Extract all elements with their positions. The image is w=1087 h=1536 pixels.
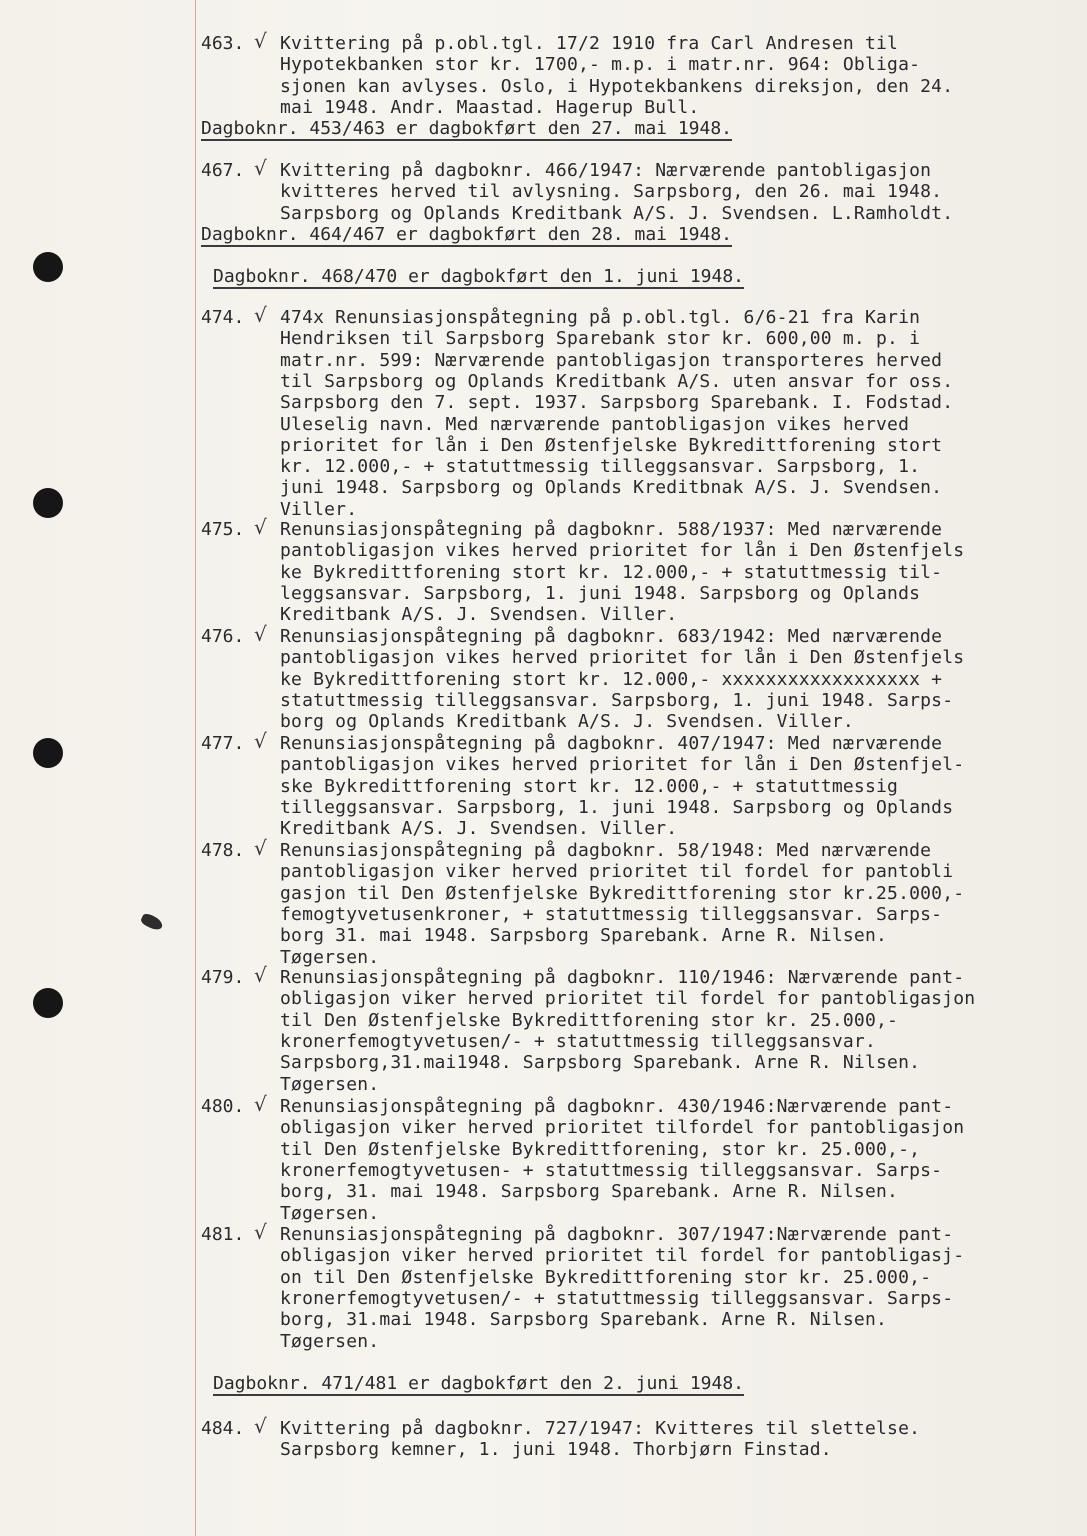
entry-text-line: mai 1948. Andr. Maastad. Hagerup Bull. bbox=[280, 96, 700, 118]
check-mark-icon: √ bbox=[254, 963, 267, 987]
entry-text-line: tilleggsansvar. Sarpsborg, 1. juni 1948. Sarpsborg og Oplands bbox=[280, 796, 954, 818]
entry-title-line: 474x Renunsiasjonspåtegning på p.obl.tgl. 6/6-21 fra Karin bbox=[280, 307, 921, 328]
check-mark-icon: √ bbox=[254, 1414, 267, 1438]
entry-title-line: Renunsiasjonspåtegning på dagboknr. 58/1948: Med nærværende bbox=[280, 840, 932, 861]
entry-title-line: Renunsiasjonspåtegning på dagboknr. 407/1947: Med nærværende bbox=[280, 733, 943, 754]
punch-hole bbox=[33, 488, 63, 518]
entry-text-line: obligasjon viker herved prioritet tilfordel for pantobligasjon bbox=[280, 1117, 965, 1139]
entry-number: 477. bbox=[201, 733, 245, 754]
entry-text-line: juni 1948. Sarpsborg og Oplands Kreditbnak A/S. J. Svendsen. bbox=[280, 477, 943, 499]
entry-title-line: Renunsiasjonspåtegning på dagboknr. 110/1946: Nærværende pant- bbox=[280, 967, 965, 988]
entry-title-line: Kvittering på dagboknr. 466/1947: Nærværende pantobligasjon bbox=[280, 160, 932, 181]
entry-text-line: Tøgersen. bbox=[280, 1330, 380, 1352]
entry-text-line: Sarpsborg,31.mai1948. Sarpsborg Sparebank. Arne R. Nilsen. bbox=[280, 1052, 921, 1074]
entry-text-line: pantobligasjon viker herved prioritet til fordel for pantobli bbox=[280, 861, 954, 883]
entry-number: 463. bbox=[201, 33, 245, 54]
check-mark-icon: √ bbox=[254, 1220, 267, 1244]
punch-hole bbox=[33, 252, 63, 282]
dagbok-summary-line: Dagboknr. 468/470 er dagbokført den 1. juni 1948. bbox=[213, 266, 745, 287]
entry-text-line: Kreditbank A/S. J. Svendsen. Viller. bbox=[280, 604, 678, 626]
check-mark-icon: √ bbox=[254, 836, 267, 860]
entry-number: 478. bbox=[201, 840, 245, 861]
entry-text-line: kvitteres herved til avlysning. Sarpsborg, den 26. mai 1948. bbox=[280, 181, 943, 203]
entry-text-line: borg og Oplands Kreditbank A/S. J. Svendsen. Viller. bbox=[280, 711, 854, 733]
entry-text-line: prioritet for lån i Den Østenfjelske Bykredittforening stort bbox=[280, 434, 943, 456]
entry-text-line: statuttmessig tilleggsansvar. Sarpsborg, 1. juni 1948. Sarps- bbox=[280, 689, 954, 711]
entry-text-line: Sarpsborg kemner, 1. juni 1948. Thorbjørn Finstad. bbox=[280, 1439, 832, 1461]
entry-text-line: leggsansvar. Sarpsborg, 1. juni 1948. Sarpsborg og Oplands bbox=[280, 582, 921, 604]
entry-text-line: Viller. bbox=[280, 498, 358, 520]
entry-title-line: Renunsiasjonspåtegning på dagboknr. 588/1937: Med nærværende bbox=[280, 519, 943, 540]
entry-title-line: Renunsiasjonspåtegning på dagboknr. 683/1942: Med nærværende bbox=[280, 626, 943, 647]
check-mark-icon: √ bbox=[254, 156, 267, 180]
entry-text-line: ske Bykredittforening stort kr. 12.000,- + statuttmessig bbox=[280, 775, 899, 797]
entry-text-line: obligasjon viker herved prioritet til fordel for pantobligasjon bbox=[280, 988, 976, 1010]
entry-title-line: Renunsiasjonspåtegning på dagboknr. 307/1947:Nærværende pant- bbox=[280, 1224, 954, 1245]
entry-text-line: pantobligasjon vikes herved prioritet for lån i Den Østenfjels bbox=[280, 540, 965, 562]
entry-number: 484. bbox=[201, 1418, 245, 1439]
entry-text-line: Uleselig navn. Med nærværende pantobligasjon vikes herved bbox=[280, 413, 910, 435]
entry-text-line: borg, 31.mai 1948. Sarpsborg Sparebank. Arne R. Nilsen. bbox=[280, 1309, 888, 1331]
entry-text-line: borg 31. mai 1948. Sarpsborg Sparebank. Arne R. Nilsen. bbox=[280, 925, 888, 947]
entry-number: 480. bbox=[201, 1096, 245, 1117]
entry-text-line: sjonen kan avlyses. Oslo, i Hypotekbankens direksjon, den 24. bbox=[280, 75, 954, 97]
entry-text-line: kr. 12.000,- + statuttmessig tilleggsansvar. Sarpsborg, 1. bbox=[280, 456, 921, 478]
entry-text-line: Hendriksen til Sarpsborg Sparebank stor kr. 600,00 m. p. i bbox=[280, 328, 921, 350]
entry-text-line: borg, 31. mai 1948. Sarpsborg Sparebank. Arne R. Nilsen. bbox=[280, 1181, 899, 1203]
entry-text-line: pantobligasjon vikes herved prioritet for lån i Den Østenfjels bbox=[280, 647, 965, 669]
entry-number: 481. bbox=[201, 1224, 245, 1245]
dagbok-summary-line: Dagboknr. 464/467 er dagbokført den 28. mai 1948. bbox=[201, 224, 733, 245]
entry-text-line: Kreditbank A/S. J. Svendsen. Viller. bbox=[280, 818, 678, 840]
margin-rule bbox=[195, 0, 196, 1536]
dagbok-summary-line: Dagboknr. 453/463 er dagbokført den 27. mai 1948. bbox=[201, 118, 733, 139]
entry-text-line: ke Bykredittforening stort kr. 12.000,- xxxxxxxxxxxxxxxxxx + bbox=[280, 668, 943, 690]
entry-number: 476. bbox=[201, 626, 245, 647]
entry-text-line: Sarpsborg den 7. sept. 1937. Sarpsborg Sparebank. I. Fodstad. bbox=[280, 392, 954, 414]
entry-text-line: Sarpsborg og Oplands Kreditbank A/S. J. Svendsen. L.Ramholdt. bbox=[280, 202, 954, 224]
entry-text-line: kronerfemogtyvetusen/- + statuttmessig tilleggsansvar. Sarps- bbox=[280, 1287, 954, 1309]
entry-number: 467. bbox=[201, 160, 245, 181]
entry-text-line: Hypotekbanken stor kr. 1700,- m.p. i matr.nr. 964: Obliga- bbox=[280, 54, 921, 76]
check-mark-icon: √ bbox=[254, 1092, 267, 1116]
check-mark-icon: √ bbox=[254, 729, 267, 753]
check-mark-icon: √ bbox=[254, 29, 267, 53]
entry-text-line: pantobligasjon vikes herved prioritet for lån i Den Østenfjel- bbox=[280, 754, 965, 776]
entry-text-line: kronerfemogtyvetusen/- + statuttmessig tilleggsansvar. bbox=[280, 1030, 876, 1052]
entry-text-line: on til Den Østenfjelske Bykredittforening stor kr. 25.000,- bbox=[280, 1266, 932, 1288]
entry-text-line: Tøgersen. bbox=[280, 1073, 380, 1095]
entry-text-line: kronerfemogtyvetusen- + statuttmessig tilleggsansvar. Sarps- bbox=[280, 1159, 943, 1181]
entry-text-line: gasjon til Den Østenfjelske Bykredittforening stor kr.25.000,- bbox=[280, 882, 965, 904]
entry-title-line: Kvittering på dagboknr. 727/1947: Kvitteres til slettelse. bbox=[280, 1418, 921, 1439]
entry-text-line: femogtyvetusenkroner, + statuttmessig tilleggsansvar. Sarps- bbox=[280, 903, 943, 925]
entry-text-line: Tøgersen. bbox=[280, 946, 380, 968]
dagbok-summary-line: Dagboknr. 471/481 er dagbokført den 2. juni 1948. bbox=[213, 1373, 745, 1394]
entry-text-line: Tøgersen. bbox=[280, 1202, 380, 1224]
punch-hole bbox=[33, 738, 63, 768]
check-mark-icon: √ bbox=[254, 622, 267, 646]
entry-title-line: Renunsiasjonspåtegning på dagboknr. 430/1946:Nærværende pant- bbox=[280, 1096, 954, 1117]
entry-text-line: ke Bykredittforening stort kr. 12.000,- + statuttmessig til- bbox=[280, 561, 943, 583]
ink-blot bbox=[139, 912, 164, 932]
entry-title-line: Kvittering på p.obl.tgl. 17/2 1910 fra Carl Andresen til bbox=[280, 33, 899, 54]
entry-number: 474. bbox=[201, 307, 245, 328]
entry-number: 479. bbox=[201, 967, 245, 988]
entry-number: 475. bbox=[201, 519, 245, 540]
check-mark-icon: √ bbox=[254, 515, 267, 539]
check-mark-icon: √ bbox=[254, 303, 267, 327]
entry-text-line: til Den Østenfjelske Bykredittforening stor kr. 25.000,- bbox=[280, 1009, 899, 1031]
punch-hole bbox=[33, 988, 63, 1018]
entry-text-line: obligasjon viker herved prioritet til fordel for pantobligasj- bbox=[280, 1245, 965, 1267]
entry-text-line: til Den Østenfjelske Bykredittforening, stor kr. 25.000,-, bbox=[280, 1138, 921, 1160]
entry-text-line: matr.nr. 599: Nærværende pantobligasjon transporteres herved bbox=[280, 349, 943, 371]
entry-text-line: til Sarpsborg og Oplands Kreditbank A/S. uten ansvar for oss. bbox=[280, 370, 954, 392]
